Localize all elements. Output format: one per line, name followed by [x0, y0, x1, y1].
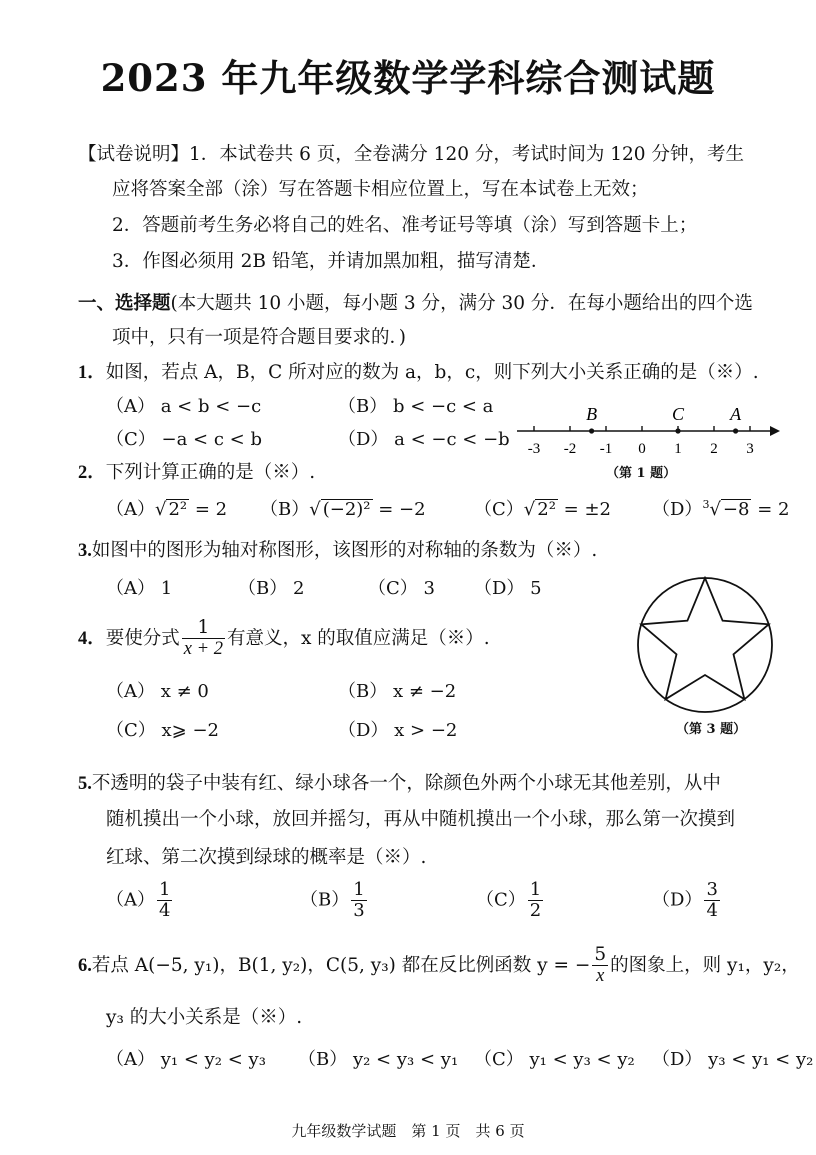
q6-option-b: （B） y₂ < y₃ < y₁: [298, 1049, 459, 1070]
q6-line-2: y₃ 的大小关系是（※）.: [106, 1007, 303, 1028]
q1-option-c: （C） −a < c < b: [106, 429, 262, 450]
q3-option-b: （B） 2: [238, 578, 305, 599]
q2-option-d: [652, 495, 789, 521]
question-stem: 要使分式: [105, 627, 180, 649]
q3-option-d: （D） 5: [474, 578, 542, 599]
page-title: 2023 年九年级数学学科综合测试题: [100, 56, 716, 100]
tick-label: 0: [638, 441, 646, 457]
number-line-figure: [512, 398, 787, 458]
fraction: [351, 880, 366, 921]
question-stem: 不透明的袋子中装有红、绿小球各一个，除颜色外两个小球无其他差别，从中: [91, 773, 721, 794]
q5-line-3: 红球、第二次摸到绿球的概率是（※）.: [106, 847, 427, 868]
q5-line-2: 随机摸出一个小球，放回并摇匀，再从中随机摸出一个小球，那么第一次摸到: [106, 809, 736, 830]
q4-option-b: （B） x ≠ −2: [338, 681, 457, 702]
denominator: 4: [706, 899, 718, 921]
question-stem: 若点 A(−5, y₁)，B(1, y₂)，C(5, y₃) 都在反比例函数 y = −: [91, 954, 591, 976]
q5-option-b: [300, 880, 369, 921]
denominator: x + 2: [183, 639, 223, 660]
numerator: 1: [353, 879, 365, 900]
q1-option-b: （B） b < −c < a: [338, 396, 494, 417]
radicand: (−2)²: [322, 499, 371, 520]
q4-option-d: （D） x > −2: [338, 720, 458, 741]
question-6: [78, 945, 800, 987]
option-label: （C）: [476, 889, 526, 911]
point-a: [733, 428, 738, 433]
numerator: 1: [182, 618, 225, 639]
denominator: 2: [529, 899, 542, 921]
tick-label: -3: [527, 441, 541, 457]
point-label: B: [586, 404, 598, 424]
section-description: (本大题共 10 小题，每小题 3 分，满分 30 分．在每小题给出的四个选: [170, 293, 753, 314]
q1-option-a: （A） a < b < −c: [106, 396, 262, 417]
question-stem: 如图中的图形为轴对称图形，该图形的对称轴的条数为（※）.: [91, 540, 598, 561]
radical-sign-icon: √: [309, 499, 321, 520]
numerator: 1: [529, 879, 542, 900]
radical-sign-icon: √: [523, 499, 536, 520]
option-label: （A）: [106, 499, 155, 520]
option-label: （B）: [300, 889, 350, 911]
q2-option-c: [474, 495, 611, 521]
option-rest: = ±2: [557, 499, 611, 520]
section-heading: [78, 289, 753, 315]
question-2: [78, 458, 315, 484]
question-4: [78, 618, 490, 660]
radicand: −8: [722, 499, 750, 520]
question-5: [78, 769, 721, 795]
tick-label: 2: [710, 441, 718, 457]
fraction: [704, 880, 719, 921]
denominator: 4: [159, 899, 171, 921]
question-number: 3.: [78, 541, 92, 561]
point-label: C: [671, 404, 685, 424]
question-number: 5.: [78, 774, 92, 794]
q3-option-c: （C） 3: [368, 578, 435, 599]
tick-label: 3: [746, 441, 754, 457]
point-c: [675, 428, 680, 433]
q6-option-a: （A） y₁ < y₂ < y₃: [106, 1049, 266, 1070]
q3-option-a: （A） 1: [106, 578, 173, 599]
question-number: 6.: [78, 955, 92, 976]
question-stem: 如图，若点 A，B，C 所对应的数为 a，b，c，则下列大小关系正确的是（※）.: [105, 362, 759, 383]
point-label: A: [730, 404, 742, 424]
radicand: 2²: [168, 499, 188, 520]
root-index: 3: [702, 498, 710, 511]
q2-option-a: [106, 495, 227, 521]
instructions-line-2: 应将答案全部（涂）写在答题卡相应位置上，写在本试卷上无效；: [112, 179, 649, 200]
question-1: [78, 358, 759, 384]
numerator: 3: [706, 879, 718, 900]
option-rest: = −2: [372, 499, 426, 520]
fraction: [592, 945, 608, 987]
point-b: [589, 428, 594, 433]
tick-label: 1: [674, 441, 682, 457]
question-number: 2．: [78, 463, 106, 483]
question-3: [78, 536, 597, 562]
figure-1-caption: （第 1 题）: [606, 466, 677, 481]
q1-option-d: （D） a < −c < −b: [338, 429, 510, 450]
radical-sign-icon: √: [155, 499, 167, 520]
q6-option-d: （D） y₃ < y₁ < y₂: [652, 1049, 814, 1070]
tick-label: -1: [599, 441, 613, 457]
q5-option-c: [476, 880, 545, 921]
denominator: x: [596, 966, 605, 987]
fraction: [182, 618, 225, 660]
circle-shape: [638, 578, 772, 712]
option-label: （D）: [652, 499, 703, 520]
option-rest: = 2: [189, 499, 228, 520]
question-stem-cont: 有意义，x 的取值应满足（※）.: [226, 627, 490, 649]
option-label: （B）: [260, 499, 310, 520]
instructions-line-3: 2．答题前考生务必将自己的姓名、准考证号等填（涂）写到答题卡上；: [112, 215, 698, 236]
question-stem: 下列计算正确的是（※）.: [105, 462, 316, 483]
q5-option-a: [106, 880, 174, 921]
instructions-line-1: 【试卷说明】1．本试卷共 6 页，全卷满分 120 分，考试时间为 120 分钟，考生: [78, 144, 744, 165]
figure-3-caption: （第 3 题）: [676, 722, 747, 737]
q4-option-c: （C） x⩾ −2: [106, 720, 219, 741]
option-label: （C）: [474, 499, 524, 520]
q4-option-a: （A） x ≠ 0: [106, 681, 209, 702]
question-number: 4．: [78, 628, 106, 649]
q5-option-d: [652, 880, 722, 921]
arrow-icon: [770, 426, 780, 436]
fraction: [157, 880, 172, 921]
instructions-line-4: 3．作图必须用 2B 铅笔，并请加黑加粗，描写清楚．: [112, 251, 550, 272]
denominator: 3: [353, 899, 365, 921]
q2-option-b: [260, 495, 426, 521]
radicand: 2²: [537, 499, 556, 520]
star-in-circle-figure: [634, 576, 776, 714]
fraction: [528, 880, 543, 921]
q6-option-c: （C） y₁ < y₃ < y₂: [474, 1049, 635, 1070]
option-label: （D）: [652, 889, 703, 911]
option-label: （A）: [106, 889, 155, 911]
question-stem-cont: 的图象上，则 y₁，y₂，: [610, 954, 800, 976]
question-number: 1．: [78, 363, 106, 383]
section-title: 一、选择题: [78, 293, 171, 314]
section-description-cont: 项中，只有一项是符合题目要求的．): [112, 327, 406, 348]
option-rest: = 2: [751, 499, 790, 520]
page-footer: 九年级数学试题 第 1 页 共 6 页: [291, 1122, 525, 1140]
radical-sign-icon: √: [709, 499, 721, 520]
tick-label: -2: [563, 441, 577, 457]
numerator: 5: [594, 944, 607, 965]
numerator: 1: [159, 879, 171, 900]
